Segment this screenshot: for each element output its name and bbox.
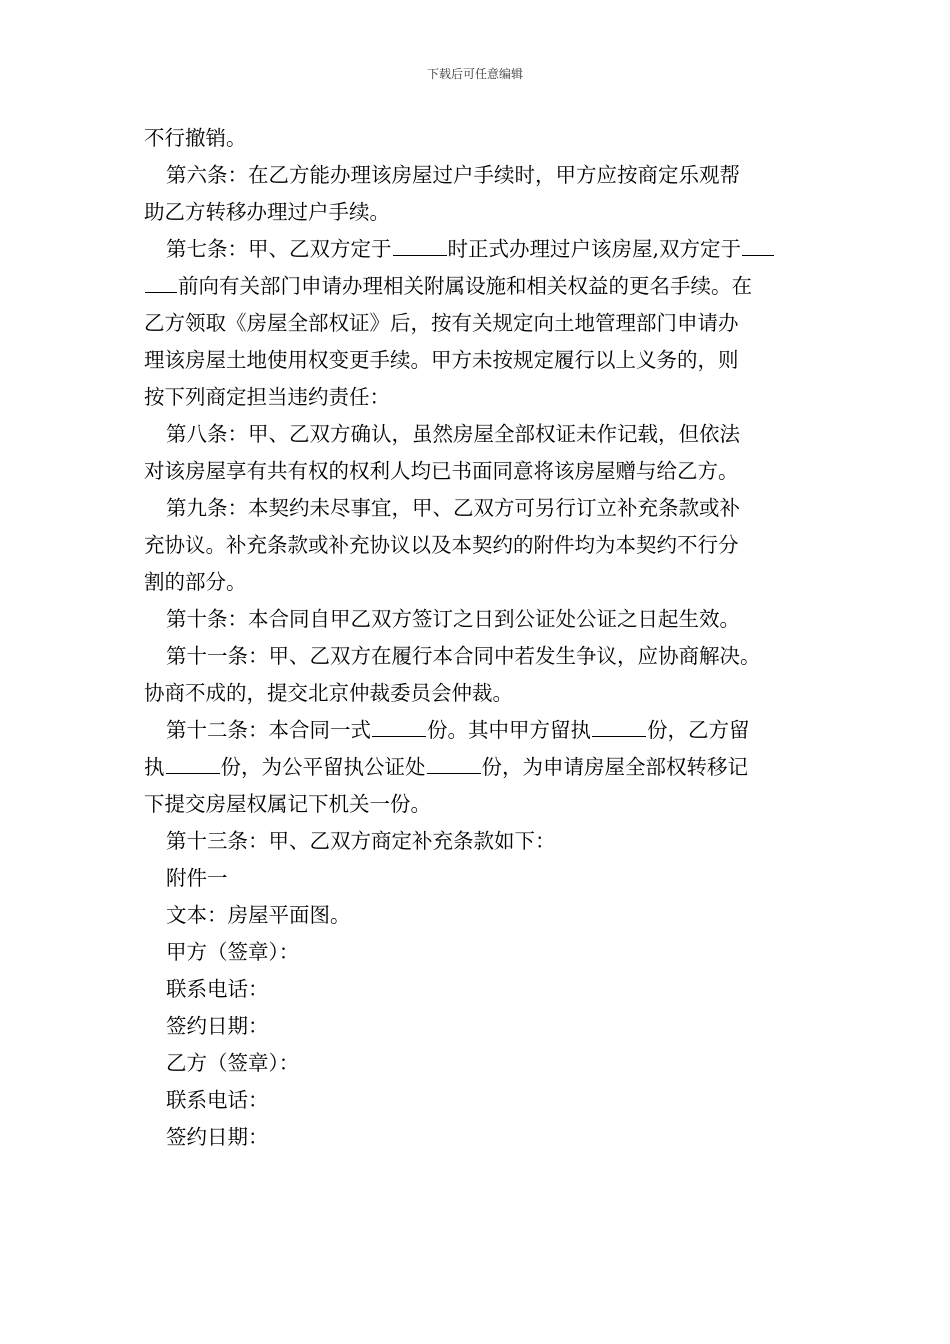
party-b-seal: 乙方（签章）： bbox=[166, 1051, 300, 1075]
article-11: 第十一条：甲、乙双方在履行本合同中若发生争议，应协商解决。 bbox=[166, 644, 761, 668]
attachment-title: 附件一 bbox=[166, 866, 228, 890]
text-line: 理该房屋土地使用权变更手续。甲方未按规定履行以上义务的，则 bbox=[144, 348, 739, 372]
page-header: 下载后可任意编辑 bbox=[426, 67, 523, 81]
party-a-date: 签约日期： bbox=[166, 1014, 269, 1038]
text-line: 不行撤销。 bbox=[144, 126, 247, 150]
party-a-seal: 甲方（签章）： bbox=[166, 940, 300, 964]
party-b-date: 签约日期： bbox=[166, 1125, 269, 1149]
text-line: 按下列商定担当违约责任： bbox=[144, 385, 390, 409]
blank-field bbox=[372, 714, 426, 737]
document-body bbox=[144, 120, 816, 1156]
text-line: 充协议。补充条款或补充协议以及本契约的附件均为本契约不行分 bbox=[144, 533, 739, 557]
text-line: 助乙方转移办理过户手续。 bbox=[144, 200, 390, 224]
text-line: 对该房屋享有共有权的权利人均已书面同意将该房屋赠与给乙方。 bbox=[144, 459, 739, 483]
text-line: 协商不成的，提交北京仲裁委员会仲裁。 bbox=[144, 681, 513, 705]
blank-field bbox=[166, 751, 220, 774]
blank-field bbox=[742, 233, 774, 256]
article-8: 第八条：甲、乙双方确认，虽然房屋全部权证未作记载，但依法 bbox=[166, 422, 740, 446]
blank-field bbox=[393, 233, 447, 256]
article-10: 第十条：本合同自甲乙双方签订之日到公证处公证之日起生效。 bbox=[166, 607, 740, 631]
blank-field bbox=[427, 751, 481, 774]
party-a-phone: 联系电话： bbox=[166, 977, 269, 1001]
text-line: 乙方领取《房屋全部权证》后，按有关规定向土地管理部门申请办 bbox=[144, 311, 739, 335]
article-7: 第七条：甲、乙双方定于 时正式办理过户该房屋,双方定于 bbox=[144, 231, 816, 268]
text-line: 割的部分。 bbox=[144, 570, 247, 594]
text-line: 下提交房屋权属记下机关一份。 bbox=[144, 792, 431, 816]
blank-field bbox=[592, 714, 646, 737]
article-12: 第十二条：本合同一式 份。其中甲方留执 份，乙方留 bbox=[144, 712, 816, 749]
attachment-text: 文本：房屋平面图。 bbox=[166, 903, 351, 927]
article-9: 第九条：本契约未尽事宜，甲、乙双方可另行订立补充条款或补 bbox=[166, 496, 740, 520]
blank-field bbox=[145, 270, 177, 293]
text-line: 前向有关部门申请办理相关附属设施和相关权益的更名手续。在 bbox=[144, 268, 816, 305]
article-6: 第六条：在乙方能办理该房屋过户手续时，甲方应按商定乐观帮 bbox=[166, 163, 740, 187]
text-line: 执 份，为公平留执公证处 份，为申请房屋全部权转移记 bbox=[144, 749, 816, 786]
party-b-phone: 联系电话： bbox=[166, 1088, 269, 1112]
article-13: 第十三条：甲、乙双方商定补充条款如下： bbox=[166, 829, 556, 853]
